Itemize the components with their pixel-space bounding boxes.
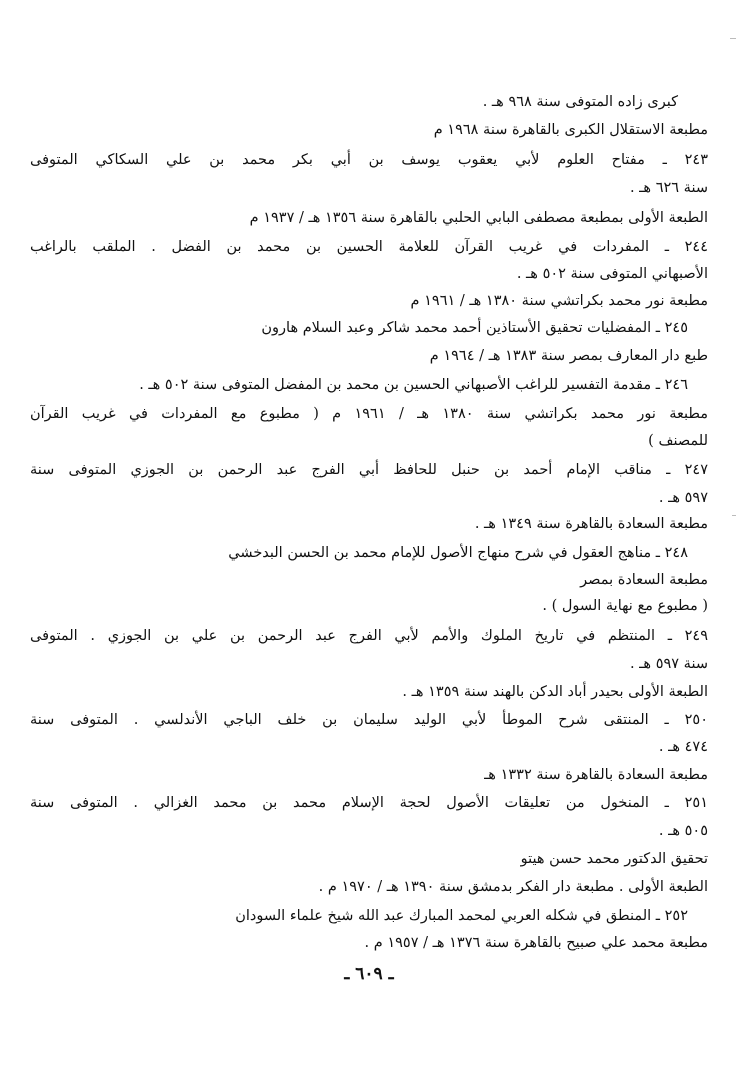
text-line: ٥٠٥ هـ . [658,823,708,839]
text-line: كبرى زاده المتوفى سنة ٩٦٨ هـ . [482,94,678,110]
text-line: ٢٤٥ ـ المفضليات تحقيق الأستاذين أحمد محمد شاكر وعبد السلام هارون [261,320,688,336]
text-line: سنة ٥٩٧ هـ . [629,656,708,672]
text-line: مطبعة محمد علي صبيح بالقاهرة سنة ١٣٧٦ هـ / ١٩٥٧ م . [364,935,708,951]
text-line: ٢٤٣ ـ مفتاح العلوم لأبي يعقوب يوسف بن أبي بكر محمد بن علي السكاكي المتوفى [30,152,708,168]
text-line: ٤٧٤ هـ . [658,739,708,755]
text-line: مطبعة نور محمد بكراتشي سنة ١٣٨٠ هـ / ١٩٦١ م [410,293,708,309]
text-line: سنة ٦٢٦ هـ . [629,180,708,196]
text-line: مطبعة السعادة بالقاهرة سنة ١٣٣٢ هـ [484,767,708,783]
text-line: ( مطبوع مع نهاية السول ) . [542,598,708,614]
text-line: مطبعة السعادة بمصر [580,572,708,588]
text-line: مطبعة الاستقلال الكبرى بالقاهرة سنة ١٩٦٨ م [433,122,708,138]
text-line: ٢٥٢ ـ المنطق في شكله العربي لمحمد المبارك عبد الله شيخ علماء السودان [235,908,688,924]
text-line: ٢٤٧ ـ مناقب الإمام أحمد بن حنبل للحافظ أبي الفرج عبد الرحمن بن الجوزي المتوفى سنة [30,462,708,478]
text-line: الأصبهاني المتوفى سنة ٥٠٢ هـ . [516,266,708,282]
text-line: مطبعة السعادة بالقاهرة سنة ١٣٤٩ هـ . [474,516,708,532]
text-line: طبع دار المعارف بمصر سنة ١٣٨٣ هـ / ١٩٦٤ م [429,348,708,364]
page-number: ـ ٦٠٩ ـ [344,964,394,984]
text-line: الطبعة الأولى بمطبعة مصطفى البابي الحلبي بالقاهرة سنة ١٣٥٦ هـ / ١٩٣٧ م [249,210,708,226]
text-line: مطبعة نور محمد بكراتشي سنة ١٣٨٠ هـ / ١٩٦١ م ( مطبوع مع المفردات في غريب القرآن [30,406,708,422]
scan-edge-mark [732,515,736,516]
text-line: ٢٤٨ ـ مناهج العقول في شرح منهاج الأصول للإمام محمد بن الحسن البدخشي [228,545,688,561]
text-line: للمصنف ) [648,433,708,449]
text-line: ٢٥١ ـ المنخول من تعليقات الأصول لحجة الإسلام محمد بن محمد الغزالي . المتوفى سنة [30,795,708,811]
text-line: ٥٩٧ هـ . [658,490,708,506]
text-line: ٢٥٠ ـ المنتقى شرح الموطأ لأبي الوليد سليمان بن خلف الباجي الأندلسي . المتوفى سنة [30,712,708,728]
text-line: ٢٤٩ ـ المنتظم في تاريخ الملوك والأمم لأبي الفرج عبد الرحمن بن علي بن الجوزي . المتوفى [30,628,708,644]
scan-edge-mark [730,38,736,39]
text-line: ٢٤٦ ـ مقدمة التفسير للراغب الأصبهاني الحسين بن محمد بن المفضل المتوفى سنة ٥٠٢ هـ . [139,377,688,393]
text-line: الطبعة الأولى . مطبعة دار الفكر بدمشق سنة ١٣٩٠ هـ / ١٩٧٠ م . [318,879,708,895]
text-line: الطبعة الأولى بحيدر أباد الدكن بالهند سنة ١٣٥٩ هـ . [402,684,708,700]
text-line: ٢٤٤ ـ المفردات في غريب القرآن للعلامة الحسين بن محمد بن الفضل . الملقب بالراغب [30,239,708,255]
text-line: تحقيق الدكتور محمد حسن هيتو [520,851,708,867]
